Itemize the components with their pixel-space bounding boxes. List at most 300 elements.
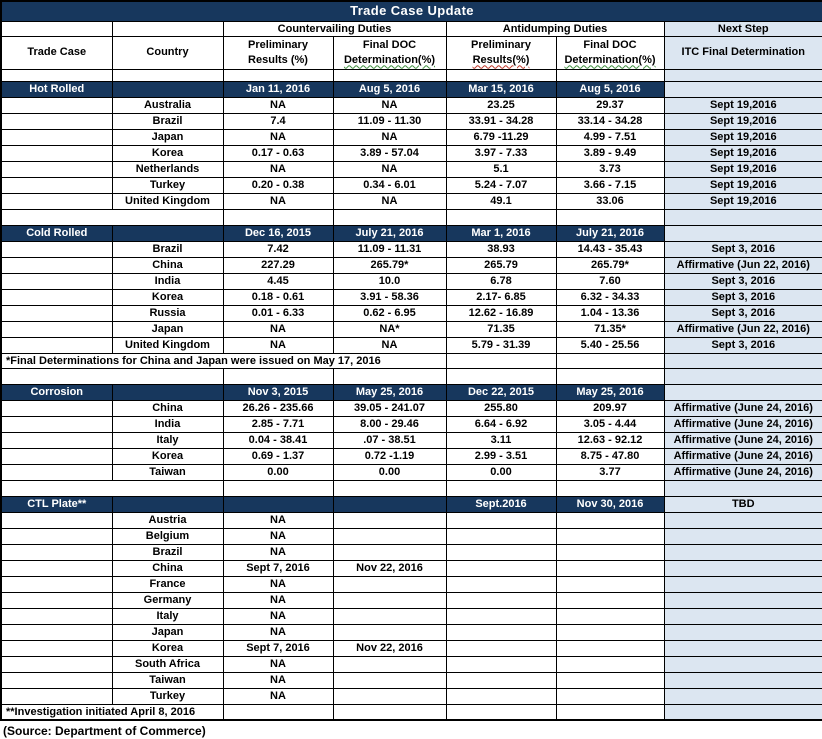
cvd-final-cell	[333, 544, 446, 560]
next-step-cell: Sept 19,2016	[664, 97, 822, 113]
country-row	[1, 273, 822, 289]
cvd-preliminary-cell: 0.18 - 0.61	[223, 289, 333, 305]
ad-final-cell: 12.63 - 92.12	[556, 432, 664, 448]
ad-final-cell	[556, 592, 664, 608]
cvd-preliminary-cell: NA	[223, 321, 333, 337]
country-row	[1, 321, 822, 337]
country-cell: Japan	[112, 624, 223, 640]
trade-case-cell	[1, 416, 112, 432]
cvd-preliminary-cell: 26.26 - 235.66	[223, 400, 333, 416]
trade-case-cell	[1, 321, 112, 337]
next-step-cell: Affirmative (Jun 22, 2016)	[664, 257, 822, 273]
trade-case-cell	[1, 289, 112, 305]
trade-case-cell	[1, 305, 112, 321]
cvd-preliminary-cell: 0.20 - 0.38	[223, 177, 333, 193]
ad-final-cell	[556, 640, 664, 656]
ad-final-cell: 71.35*	[556, 321, 664, 337]
header-next-step: Next Step	[664, 21, 822, 36]
header-ad-preliminary: Preliminary Results(%)	[446, 36, 556, 69]
ad-preliminary-cell: 6.64 - 6.92	[446, 416, 556, 432]
trade-case-cell	[1, 608, 112, 624]
cvd-final-cell	[333, 624, 446, 640]
spacer-row	[1, 480, 822, 496]
cvd-final-cell	[333, 608, 446, 624]
country-cell: Austria	[112, 512, 223, 528]
next-step-cell	[664, 688, 822, 704]
country-cell: China	[112, 257, 223, 273]
spacer-cell	[556, 368, 664, 384]
section-country-cell	[112, 81, 223, 97]
section-date-cvd-final-cell	[333, 496, 446, 512]
next-step-cell: Sept 3, 2016	[664, 337, 822, 353]
cvd-preliminary-cell: NA	[223, 528, 333, 544]
ad-final-cell: 209.97	[556, 400, 664, 416]
country-row	[1, 177, 822, 193]
cvd-preliminary-cell: NA	[223, 544, 333, 560]
ad-final-cell	[556, 672, 664, 688]
cvd-final-cell: 11.09 - 11.31	[333, 241, 446, 257]
ad-preliminary-cell	[446, 560, 556, 576]
spacer-cell	[223, 368, 333, 384]
trade-case-cell	[1, 400, 112, 416]
ad-preliminary-cell	[446, 624, 556, 640]
trade-case-cell	[1, 177, 112, 193]
section-date-ad-final-cell: Aug 5, 2016	[556, 81, 664, 97]
cvd-final-cell: NA	[333, 161, 446, 177]
next-step-cell: Affirmative (June 24, 2016)	[664, 432, 822, 448]
footnote-empty-cell	[446, 353, 556, 368]
ad-preliminary-cell: 33.91 - 34.28	[446, 113, 556, 129]
ad-preliminary-cell	[446, 608, 556, 624]
next-step-cell	[664, 209, 822, 225]
footnote-empty-cell	[556, 704, 664, 720]
cvd-final-cell: 10.0	[333, 273, 446, 289]
header-trade-case-blank	[1, 21, 112, 36]
trade-case-cell	[1, 528, 112, 544]
cvd-preliminary-cell: 4.45	[223, 273, 333, 289]
cvd-preliminary-cell: Sept 7, 2016	[223, 640, 333, 656]
country-cell: Japan	[112, 129, 223, 145]
section-country-cell	[112, 225, 223, 241]
cvd-final-cell: 0.00	[333, 464, 446, 480]
next-step-cell	[664, 656, 822, 672]
section-date-ad-preliminary-cell: Mar 1, 2016	[446, 225, 556, 241]
cvd-preliminary-cell: 227.29	[223, 257, 333, 273]
trade-case-cell	[1, 640, 112, 656]
section-name-cell: CTL Plate**	[1, 496, 112, 512]
cvd-preliminary-cell: NA	[223, 193, 333, 209]
country-row	[1, 560, 822, 576]
cvd-final-cell	[333, 688, 446, 704]
spacer-cell	[333, 480, 446, 496]
trade-case-cell	[1, 145, 112, 161]
trade-case-cell	[1, 193, 112, 209]
country-cell: France	[112, 576, 223, 592]
ad-preliminary-cell: 2.17- 6.85	[446, 289, 556, 305]
ad-preliminary-cell	[446, 512, 556, 528]
ad-final-cell: 3.73	[556, 161, 664, 177]
header-ad-final: Final DOC Determination(%)	[556, 36, 664, 69]
spacer-cell	[1, 480, 223, 496]
trade-case-cell	[1, 656, 112, 672]
cvd-preliminary-cell: Sept 7, 2016	[223, 560, 333, 576]
header-country-blank	[112, 21, 223, 36]
section-date-cvd-preliminary-cell: Nov 3, 2015	[223, 384, 333, 400]
ad-preliminary-cell: 23.25	[446, 97, 556, 113]
cvd-final-cell: 3.89 - 57.04	[333, 145, 446, 161]
ad-final-cell	[556, 624, 664, 640]
next-step-cell	[664, 512, 822, 528]
source-note: (Source: Department of Commerce)	[3, 723, 206, 738]
section-date-cvd-final-cell: May 25, 2016	[333, 384, 446, 400]
country-row	[1, 640, 822, 656]
country-cell: Netherlands	[112, 161, 223, 177]
country-row	[1, 432, 822, 448]
next-step-cell: Affirmative (June 24, 2016)	[664, 400, 822, 416]
header-country: Country	[112, 36, 223, 69]
next-step-cell: Sept 3, 2016	[664, 273, 822, 289]
cvd-preliminary-cell: NA	[223, 337, 333, 353]
country-cell: Brazil	[112, 113, 223, 129]
group-header-row	[1, 21, 822, 36]
next-step-cell	[664, 560, 822, 576]
spacer-cell	[446, 480, 556, 496]
cvd-final-cell: NA	[333, 337, 446, 353]
trade-case-cell	[1, 512, 112, 528]
trade-case-cell	[1, 624, 112, 640]
next-step-cell	[664, 704, 822, 720]
country-cell: Italy	[112, 432, 223, 448]
ad-preliminary-cell: 255.80	[446, 400, 556, 416]
footnote-empty-cell	[446, 704, 556, 720]
cvd-preliminary-cell: NA	[223, 672, 333, 688]
trade-case-cell	[1, 576, 112, 592]
ad-final-cell: 29.37	[556, 97, 664, 113]
ad-preliminary-cell: 38.93	[446, 241, 556, 257]
trade-case-cell	[1, 592, 112, 608]
cvd-final-cell: NA	[333, 129, 446, 145]
country-cell: Taiwan	[112, 672, 223, 688]
country-cell: Belgium	[112, 528, 223, 544]
next-step-cell	[664, 608, 822, 624]
cvd-final-cell: 0.34 - 6.01	[333, 177, 446, 193]
cvd-final-cell: 0.62 - 6.95	[333, 305, 446, 321]
country-row	[1, 576, 822, 592]
footnote-cell: **Investigation initiated April 8, 2016	[1, 704, 223, 720]
cvd-preliminary-cell: 7.4	[223, 113, 333, 129]
cvd-final-cell: 11.09 - 11.30	[333, 113, 446, 129]
ad-preliminary-cell: 71.35	[446, 321, 556, 337]
next-step-cell	[664, 640, 822, 656]
country-row	[1, 688, 822, 704]
ad-preliminary-cell	[446, 592, 556, 608]
section-row-hot-rolled	[1, 81, 822, 97]
country-cell: China	[112, 400, 223, 416]
ad-final-cell: 265.79*	[556, 257, 664, 273]
country-cell: Turkey	[112, 177, 223, 193]
ad-final-cell: 33.14 - 34.28	[556, 113, 664, 129]
cvd-preliminary-cell: NA	[223, 161, 333, 177]
cvd-final-cell: NA	[333, 193, 446, 209]
country-cell: Korea	[112, 289, 223, 305]
section-country-cell	[112, 384, 223, 400]
section-date-ad-preliminary-cell: Dec 22, 2015	[446, 384, 556, 400]
next-step-cell: Sept 19,2016	[664, 113, 822, 129]
country-cell: Australia	[112, 97, 223, 113]
spacer-cell	[1, 209, 223, 225]
next-step-cell: Affirmative (June 24, 2016)	[664, 416, 822, 432]
next-step-cell: Affirmative (Jun 22, 2016)	[664, 321, 822, 337]
ad-final-cell: 33.06	[556, 193, 664, 209]
ad-final-cell: 3.77	[556, 464, 664, 480]
country-cell: United Kingdom	[112, 193, 223, 209]
footnote-empty-cell	[223, 704, 333, 720]
header-cvd-preliminary: Preliminary Results (%)	[223, 36, 333, 69]
next-step-cell	[664, 368, 822, 384]
trade-case-cell	[1, 129, 112, 145]
country-row	[1, 592, 822, 608]
country-cell: China	[112, 560, 223, 576]
cvd-final-cell	[333, 592, 446, 608]
spacer-cell	[1, 368, 223, 384]
ad-preliminary-cell: 265.79	[446, 257, 556, 273]
page-title: Trade Case Update	[1, 1, 822, 21]
cvd-final-cell: NA	[333, 97, 446, 113]
section-date-cvd-preliminary-cell: Jan 11, 2016	[223, 81, 333, 97]
next-step-cell	[664, 624, 822, 640]
country-row	[1, 257, 822, 273]
country-row	[1, 289, 822, 305]
ad-preliminary-cell	[446, 672, 556, 688]
trade-case-cell	[1, 688, 112, 704]
section-date-ad-final-cell: July 21, 2016	[556, 225, 664, 241]
ad-preliminary-cell	[446, 688, 556, 704]
ad-final-cell: 3.05 - 4.44	[556, 416, 664, 432]
footnote-cell: *Final Determinations for China and Japan were issued on May 17, 2016	[1, 353, 446, 368]
column-header-row	[1, 36, 822, 69]
country-cell: Brazil	[112, 544, 223, 560]
cvd-final-cell: 39.05 - 241.07	[333, 400, 446, 416]
ad-final-cell: 3.66 - 7.15	[556, 177, 664, 193]
section-name-cell: Cold Rolled	[1, 225, 112, 241]
cvd-preliminary-cell: 0.17 - 0.63	[223, 145, 333, 161]
section-date-ad-preliminary-cell: Mar 15, 2016	[446, 81, 556, 97]
next-step-cell	[664, 544, 822, 560]
trade-case-cell	[1, 432, 112, 448]
cvd-preliminary-cell: 2.85 - 7.71	[223, 416, 333, 432]
country-cell: United Kingdom	[112, 337, 223, 353]
country-row	[1, 512, 822, 528]
country-row	[1, 448, 822, 464]
ad-preliminary-cell: 2.99 - 3.51	[446, 448, 556, 464]
country-row	[1, 528, 822, 544]
next-step-cell	[664, 480, 822, 496]
section-country-cell	[112, 496, 223, 512]
ad-preliminary-cell: 3.97 - 7.33	[446, 145, 556, 161]
trade-case-cell	[1, 448, 112, 464]
next-step-cell	[664, 592, 822, 608]
trade-case-cell	[1, 161, 112, 177]
cvd-preliminary-cell: NA	[223, 576, 333, 592]
cvd-preliminary-cell: 0.69 - 1.37	[223, 448, 333, 464]
spacer-cell	[556, 209, 664, 225]
country-row	[1, 193, 822, 209]
next-step-cell: Sept 19,2016	[664, 145, 822, 161]
trade-case-cell	[1, 464, 112, 480]
footnote-row	[1, 353, 822, 368]
thin-spacer-row	[1, 69, 822, 81]
cvd-final-cell: 8.00 - 29.46	[333, 416, 446, 432]
country-row	[1, 145, 822, 161]
cvd-preliminary-cell: NA	[223, 512, 333, 528]
trade-case-cell	[1, 544, 112, 560]
country-row	[1, 624, 822, 640]
next-step-cell: Sept 3, 2016	[664, 305, 822, 321]
country-cell: Korea	[112, 640, 223, 656]
country-row	[1, 416, 822, 432]
header-cvd-final: Final DOC Determination(%)	[333, 36, 446, 69]
trade-case-cell	[1, 273, 112, 289]
next-step-cell: Sept 19,2016	[664, 177, 822, 193]
country-cell: Japan	[112, 321, 223, 337]
ad-preliminary-cell	[446, 528, 556, 544]
footnote-row	[1, 704, 822, 720]
ad-preliminary-cell: 5.24 - 7.07	[446, 177, 556, 193]
spacer-cell	[333, 368, 446, 384]
country-cell: Italy	[112, 608, 223, 624]
ad-final-cell: 7.60	[556, 273, 664, 289]
ad-final-cell: 3.89 - 9.49	[556, 145, 664, 161]
country-row	[1, 544, 822, 560]
spacer-cell	[223, 209, 333, 225]
ad-preliminary-cell	[446, 640, 556, 656]
country-row	[1, 672, 822, 688]
ad-preliminary-cell	[446, 656, 556, 672]
ad-final-cell: 1.04 - 13.36	[556, 305, 664, 321]
section-date-cvd-final-cell: Aug 5, 2016	[333, 81, 446, 97]
next-step-cell	[664, 69, 822, 81]
ad-preliminary-cell	[446, 544, 556, 560]
ad-preliminary-cell: 3.11	[446, 432, 556, 448]
footnote-empty-cell	[556, 353, 664, 368]
country-cell: South Africa	[112, 656, 223, 672]
ad-final-cell: 6.32 - 34.33	[556, 289, 664, 305]
cvd-preliminary-cell: 0.04 - 38.41	[223, 432, 333, 448]
spacer-cell	[223, 480, 333, 496]
country-row	[1, 400, 822, 416]
next-step-cell: TBD	[664, 496, 822, 512]
country-row	[1, 113, 822, 129]
section-row-corrosion	[1, 384, 822, 400]
country-row	[1, 129, 822, 145]
cvd-preliminary-cell: NA	[223, 129, 333, 145]
next-step-cell	[664, 353, 822, 368]
section-row-ctl-plate	[1, 496, 822, 512]
trade-case-cell	[1, 672, 112, 688]
footnote-empty-cell	[333, 704, 446, 720]
ad-preliminary-cell	[446, 576, 556, 592]
ad-preliminary-cell: 12.62 - 16.89	[446, 305, 556, 321]
trade-case-cell	[1, 560, 112, 576]
spacer-row	[1, 209, 822, 225]
ad-final-cell	[556, 576, 664, 592]
ad-final-cell: 4.99 - 7.51	[556, 129, 664, 145]
section-date-ad-final-cell: May 25, 2016	[556, 384, 664, 400]
ad-final-cell	[556, 560, 664, 576]
cvd-final-cell: .07 - 38.51	[333, 432, 446, 448]
ad-preliminary-cell: 6.79 -11.29	[446, 129, 556, 145]
country-row	[1, 241, 822, 257]
next-step-cell: Sept 3, 2016	[664, 241, 822, 257]
ad-preliminary-cell: 5.1	[446, 161, 556, 177]
country-cell: Germany	[112, 592, 223, 608]
table-header	[1, 1, 822, 81]
next-step-cell: Sept 3, 2016	[664, 289, 822, 305]
country-row	[1, 656, 822, 672]
section-date-cvd-preliminary-cell	[223, 496, 333, 512]
header-countervailing-duties: Countervailing Duties	[223, 21, 446, 36]
country-cell: India	[112, 416, 223, 432]
cvd-final-cell: Nov 22, 2016	[333, 560, 446, 576]
ad-final-cell: 14.43 - 35.43	[556, 241, 664, 257]
header-itc-final-determination: ITC Final Determination	[664, 36, 822, 69]
section-name-cell: Hot Rolled	[1, 81, 112, 97]
next-step-cell	[664, 672, 822, 688]
spacer-row	[1, 368, 822, 384]
cvd-final-cell: Nov 22, 2016	[333, 640, 446, 656]
cvd-preliminary-cell: NA	[223, 608, 333, 624]
trade-case-cell	[1, 113, 112, 129]
section-date-cvd-preliminary-cell: Dec 16, 2015	[223, 225, 333, 241]
cvd-preliminary-cell: 0.00	[223, 464, 333, 480]
country-cell: Russia	[112, 305, 223, 321]
cvd-final-cell: 0.72 -1.19	[333, 448, 446, 464]
country-cell: Turkey	[112, 688, 223, 704]
spacer-cell	[446, 368, 556, 384]
country-row	[1, 161, 822, 177]
cvd-preliminary-cell: NA	[223, 688, 333, 704]
ad-preliminary-cell: 0.00	[446, 464, 556, 480]
cvd-preliminary-cell: 0.01 - 6.33	[223, 305, 333, 321]
section-date-ad-preliminary-cell: Sept.2016	[446, 496, 556, 512]
cvd-preliminary-cell: NA	[223, 624, 333, 640]
next-step-cell	[664, 384, 822, 400]
country-row	[1, 337, 822, 353]
cvd-final-cell: 265.79*	[333, 257, 446, 273]
ad-final-cell: 8.75 - 47.80	[556, 448, 664, 464]
title-row	[1, 1, 822, 21]
next-step-cell: Sept 19,2016	[664, 193, 822, 209]
section-row-cold-rolled	[1, 225, 822, 241]
cvd-preliminary-cell: NA	[223, 592, 333, 608]
ad-final-cell	[556, 608, 664, 624]
country-row	[1, 305, 822, 321]
next-step-cell: Affirmative (June 24, 2016)	[664, 464, 822, 480]
cvd-final-cell: NA*	[333, 321, 446, 337]
trade-case-cell	[1, 337, 112, 353]
cvd-preliminary-cell: 7.42	[223, 241, 333, 257]
cvd-preliminary-cell: NA	[223, 656, 333, 672]
country-row	[1, 464, 822, 480]
section-date-cvd-final-cell: July 21, 2016	[333, 225, 446, 241]
country-row	[1, 97, 822, 113]
header-antidumping-duties: Antidumping Duties	[446, 21, 664, 36]
next-step-cell	[664, 576, 822, 592]
cvd-preliminary-cell: NA	[223, 97, 333, 113]
ad-final-cell	[556, 688, 664, 704]
ad-final-cell	[556, 544, 664, 560]
trade-case-cell	[1, 257, 112, 273]
